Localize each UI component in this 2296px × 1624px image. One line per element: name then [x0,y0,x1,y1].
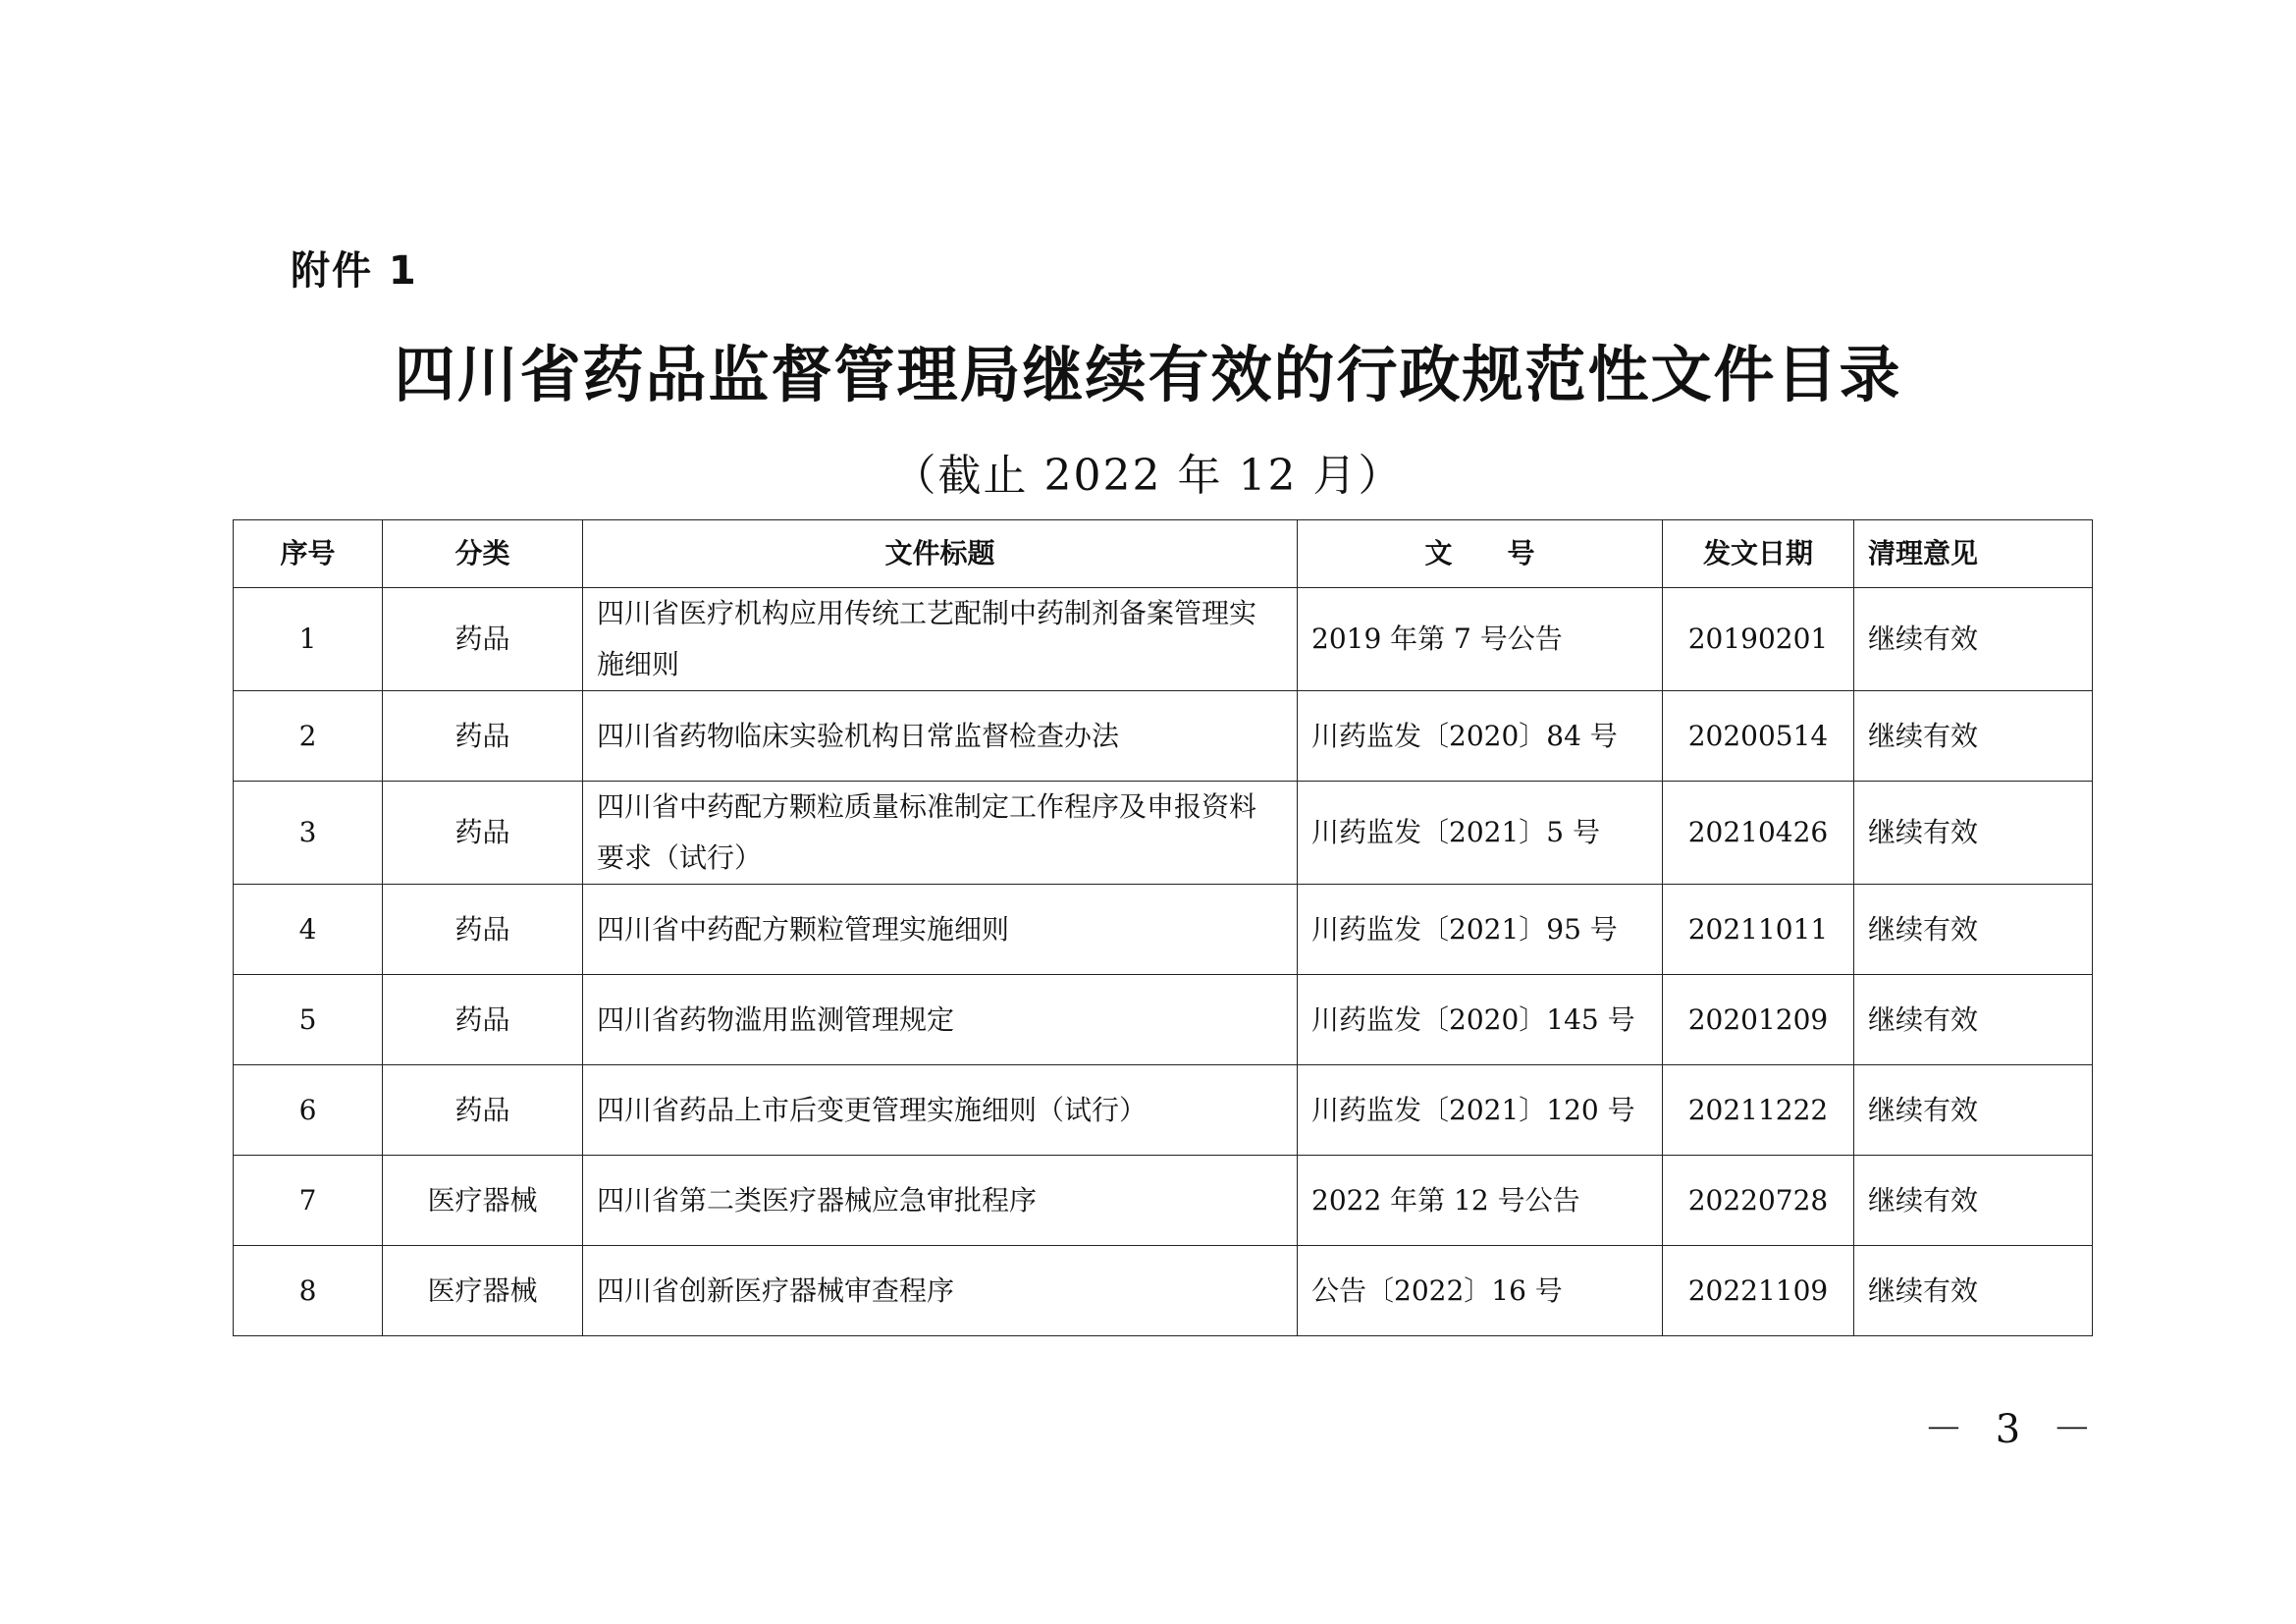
cell-category: 药品 [383,1065,583,1156]
cell-title: 四川省药物滥用监测管理规定 [583,975,1298,1065]
cell-category: 医疗器械 [383,1156,583,1246]
cell-opinion: 继续有效 [1854,1156,2093,1246]
cell-no: 8 [234,1246,383,1336]
cell-title: 四川省中药配方颗粒质量标准制定工作程序及申报资料要求（试行） [583,782,1298,885]
cell-doc-number: 川药监发〔2020〕84 号 [1298,691,1663,782]
table-row [234,1246,2093,1336]
header-title: 文件标题 [583,520,1298,588]
cell-opinion: 继续有效 [1854,691,2093,782]
cell-no: 7 [234,1156,383,1246]
cell-opinion: 继续有效 [1854,1065,2093,1156]
table-header-row [234,520,2093,588]
cell-opinion: 继续有效 [1854,782,2093,885]
cell-category: 药品 [383,691,583,782]
cell-no: 3 [234,782,383,885]
cell-category: 药品 [383,782,583,885]
cell-category: 药品 [383,975,583,1065]
cell-doc-number: 川药监发〔2021〕5 号 [1298,782,1663,885]
cell-title: 四川省药品上市后变更管理实施细则（试行） [583,1065,1298,1156]
cell-category: 药品 [383,588,583,691]
cell-no: 5 [234,975,383,1065]
cell-title: 四川省中药配方颗粒管理实施细则 [583,885,1298,975]
table-row [234,588,2093,691]
page-title: 四川省药品监督管理局继续有效的行政规范性文件目录 [394,339,1902,410]
cell-title: 四川省医疗机构应用传统工艺配制中药制剂备案管理实施细则 [583,588,1298,691]
cell-doc-number: 2022 年第 12 号公告 [1298,1156,1663,1246]
cell-no: 4 [234,885,383,975]
table-row [234,885,2093,975]
cell-date: 20221109 [1663,1246,1854,1336]
header-no: 序号 [234,520,383,588]
attachment-label: 附件 1 [291,248,418,294]
table-row [234,1156,2093,1246]
cell-date: 20190201 [1663,588,1854,691]
header-doc-number: 文 号 [1298,520,1663,588]
cell-category: 药品 [383,885,583,975]
cell-date: 20200514 [1663,691,1854,782]
cell-no: 2 [234,691,383,782]
cell-doc-number: 公告〔2022〕16 号 [1298,1246,1663,1336]
cell-date: 20220728 [1663,1156,1854,1246]
cell-date: 20211011 [1663,885,1854,975]
page-number: － 3 － [1924,1407,2102,1452]
table-row [234,975,2093,1065]
cell-title: 四川省创新医疗器械审查程序 [583,1246,1298,1336]
cell-opinion: 继续有效 [1854,588,2093,691]
document-list-table [233,519,2093,1336]
cell-no: 6 [234,1065,383,1156]
cell-date: 20210426 [1663,782,1854,885]
table-row [234,691,2093,782]
cell-opinion: 继续有效 [1854,1246,2093,1336]
table-row [234,1065,2093,1156]
table-row [234,782,2093,885]
header-category: 分类 [383,520,583,588]
header-opinion: 清理意见 [1854,520,2093,588]
cell-title: 四川省药物临床实验机构日常监督检查办法 [583,691,1298,782]
cell-title: 四川省第二类医疗器械应急审批程序 [583,1156,1298,1246]
cell-no: 1 [234,588,383,691]
cell-doc-number: 川药监发〔2020〕145 号 [1298,975,1663,1065]
cell-doc-number: 川药监发〔2021〕95 号 [1298,885,1663,975]
cell-doc-number: 2019 年第 7 号公告 [1298,588,1663,691]
cell-date: 20201209 [1663,975,1854,1065]
cell-opinion: 继续有效 [1854,975,2093,1065]
cell-doc-number: 川药监发〔2021〕120 号 [1298,1065,1663,1156]
cell-opinion: 继续有效 [1854,885,2093,975]
page-subtitle: （截止 2022 年 12 月） [892,451,1404,501]
header-date: 发文日期 [1663,520,1854,588]
cell-date: 20211222 [1663,1065,1854,1156]
cell-category: 医疗器械 [383,1246,583,1336]
